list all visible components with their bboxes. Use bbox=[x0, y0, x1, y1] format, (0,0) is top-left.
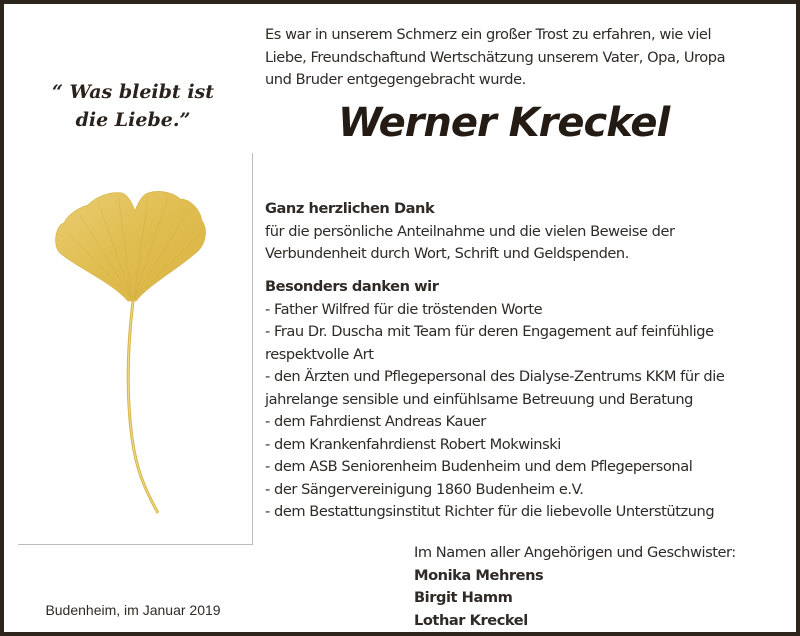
signature-intro: Im Namen aller Angehörigen und Geschwister: bbox=[414, 544, 736, 561]
thanks-line: Verbundenheit durch Wort, Schrift und Geldspenden. bbox=[265, 245, 629, 262]
intro-text bbox=[265, 24, 795, 92]
signature-block bbox=[414, 542, 794, 632]
ginkgo-image bbox=[18, 153, 253, 545]
intro-line: Liebe, Freundschaftund Wertschätzung unserem Vater, Opa, Uropa bbox=[265, 48, 726, 66]
ginkgo-leaf-icon bbox=[18, 153, 253, 545]
intro-line: Es war in unserem Schmerz ein großer Trost zu erfahren, wie viel bbox=[265, 26, 712, 43]
signature-name: Lothar Kreckel bbox=[414, 611, 528, 629]
signature-name: Monika Mehrens bbox=[414, 566, 544, 584]
special-thanks-line: - dem ASB Seniorenheim Budenheim und dem Pflegepersonal bbox=[265, 458, 693, 475]
intro-line: und Bruder entgegengebracht wurde. bbox=[265, 71, 526, 88]
date-place: Budenheim, im Januar 2019 bbox=[45, 602, 221, 618]
thanks-line: für die persönliche Anteilnahme und die vielen Beweise der bbox=[265, 222, 675, 240]
special-thanks-line: respektvolle Art bbox=[265, 345, 374, 363]
special-thanks-section bbox=[265, 276, 795, 524]
quote-line-1: “ Was bleibt ist bbox=[51, 81, 215, 103]
deceased-name: Werner Kreckel bbox=[338, 100, 670, 146]
special-thanks-line: - dem Fahrdienst Andreas Kauer bbox=[265, 413, 486, 430]
quote bbox=[8, 78, 258, 134]
left-column bbox=[8, 8, 254, 636]
special-thanks-line: - den Ärzten und Pflegepersonal des Dialyse-Zentrums KKM für die bbox=[265, 368, 725, 385]
special-thanks-line: jahrelange sensible und einfühlsame Betreuung und Beratung bbox=[265, 390, 693, 408]
special-thanks-line: - der Sängervereinigung 1860 Budenheim e.V. bbox=[265, 480, 584, 498]
special-thanks-line: - dem Bestattungsinstitut Richter für die liebevolle Unterstützung bbox=[265, 503, 715, 520]
thanks-heading: Ganz herzlichen Dank bbox=[265, 200, 435, 217]
special-thanks-line: - dem Krankenfahrdienst Robert Mokwinski bbox=[265, 435, 561, 453]
special-thanks-heading: Besonders danken wir bbox=[265, 278, 439, 295]
quote-line-2: die Liebe.” bbox=[75, 109, 191, 131]
thanks-section bbox=[265, 198, 795, 266]
special-thanks-line: - Father Wilfred für die tröstenden Worte bbox=[265, 300, 543, 318]
special-thanks-line: - Frau Dr. Duscha mit Team für deren Engagement auf feinfühlige bbox=[265, 323, 714, 340]
signature-name: Birgit Hamm bbox=[414, 589, 513, 606]
